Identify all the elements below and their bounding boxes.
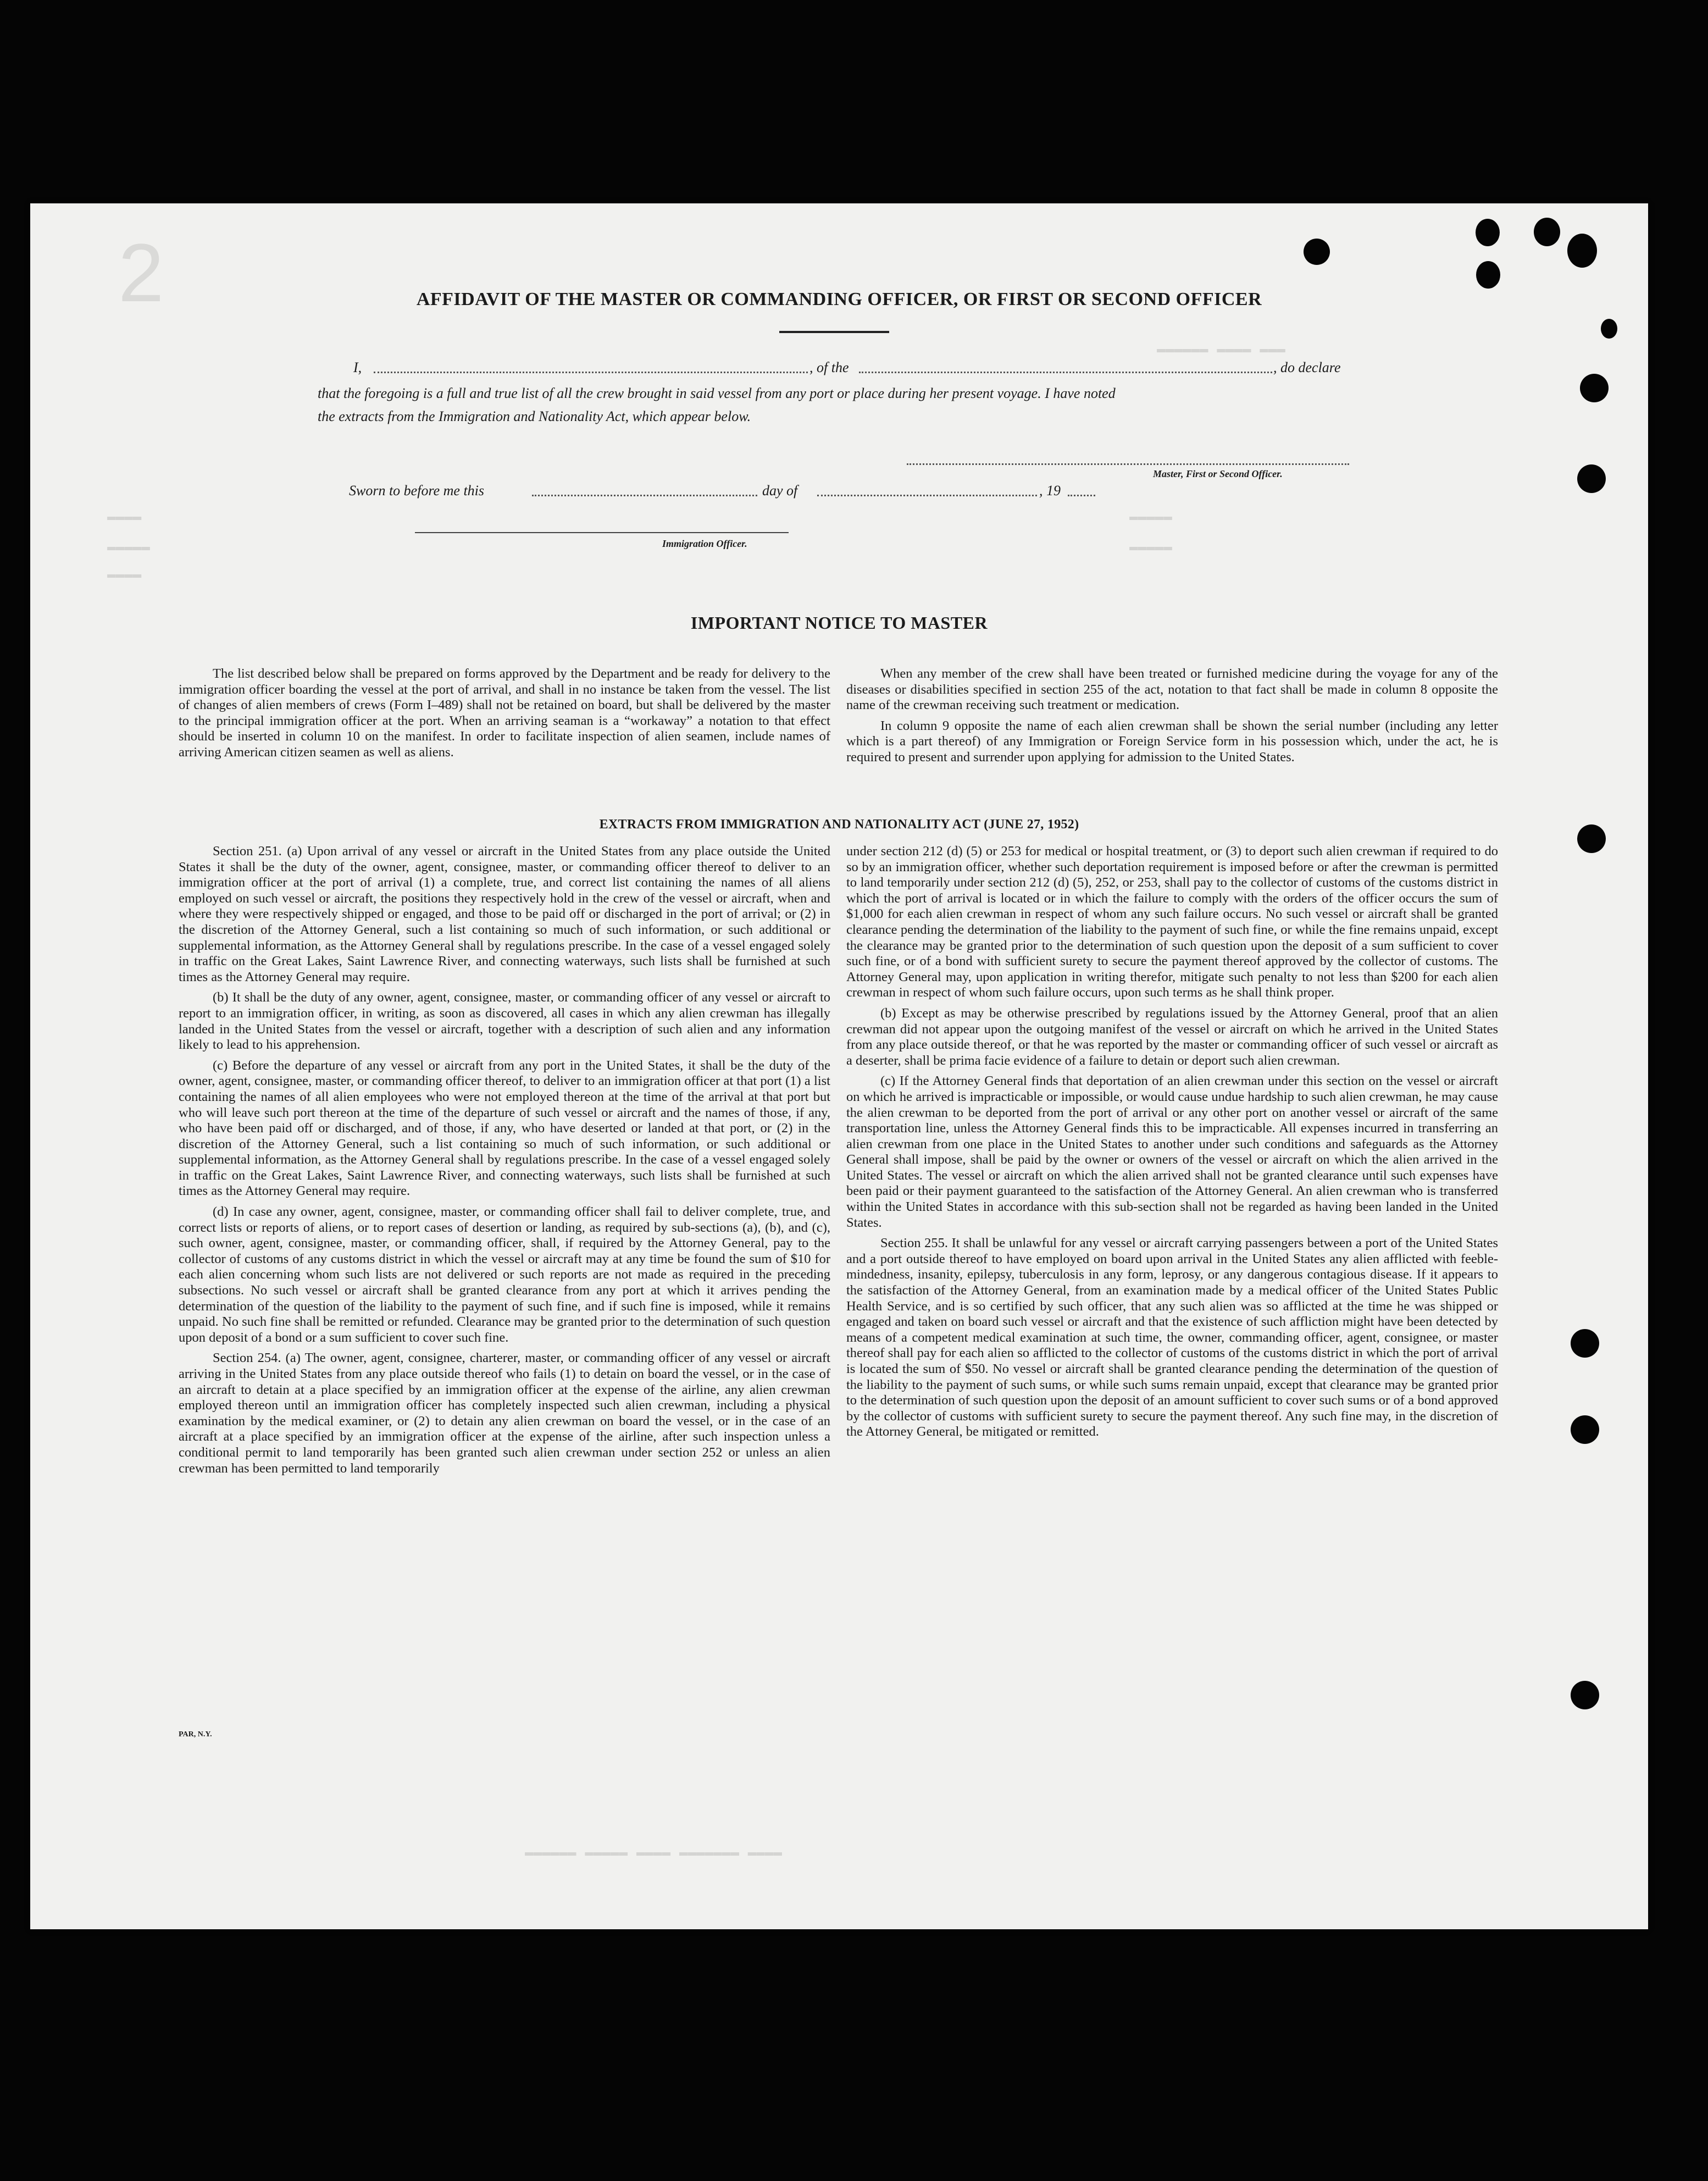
extracts-title: EXTRACTS FROM IMMIGRATION AND NATIONALITY ACT (JUNE 27, 1952)	[599, 817, 1079, 832]
bleed-through-mark: ▬▬▬▬	[107, 508, 142, 525]
notice-left-column	[179, 666, 830, 766]
punch-hole	[1571, 1681, 1599, 1709]
punch-hole	[1534, 218, 1560, 246]
printer-mark: PAR, N.Y.	[179, 1730, 212, 1739]
vessel-name-field[interactable]	[859, 372, 1272, 373]
punch-hole	[1571, 1415, 1599, 1444]
punch-hole	[1601, 319, 1617, 339]
year-label: , 19	[1039, 483, 1061, 499]
punch-hole	[1476, 219, 1500, 246]
title-rule	[779, 331, 889, 333]
immigration-officer-signature-field[interactable]	[415, 532, 789, 533]
master-caption: Master, First or Second Officer.	[1153, 468, 1283, 479]
punch-hole	[1567, 234, 1597, 268]
do-declare-label: , do declare	[1273, 359, 1341, 375]
form-page	[30, 203, 1648, 1929]
statement-line-2: the extracts from the Immigration and Nationality Act, which appear below.	[318, 408, 751, 424]
sworn-label: Sworn to before me this	[349, 483, 485, 499]
statement-line-1: that the foregoing is a full and true list of all the crew brought in said vessel from any port or place during her present voyage. I have noted	[318, 385, 1116, 401]
declarant-name-field[interactable]	[374, 372, 808, 373]
punch-hole	[1304, 239, 1330, 265]
notice-paragraph: The list described below shall be prepared on forms approved by the Department and be ready for delivery to the immigration officer boarding the vessel at the port of arrival, and shall in no instance be taken from the vessel. The list of changes of alien members of crews (Form I–489) shall not be retained on board, but shall be delivered by the master to the principal immigration officer at the port. When an arriving seaman is a “workaway” a notation to that effect should be inserted in column 10 on the manifest. In order to facilitate inspection of alien seamen, include names of arriving American citizen seamen as well as aliens.	[179, 666, 830, 760]
act-paragraph: (b) Except as may be otherwise prescribed by regulations issued by the Attorney General, proof that an alien crewman did not appear upon the outgoing manifest of the vessel or aircraft on which he arrived in the United States from any place outside thereof, or that he was reported by the master or commanding officer of such vessel or aircraft as a deserter, shall be prima facie evidence of a failure to detain or deport such alien crewman.	[846, 1005, 1498, 1068]
bleed-through-mark: ▬▬▬▬	[107, 566, 142, 583]
sworn-month-field[interactable]	[817, 495, 1037, 496]
notice-title: IMPORTANT NOTICE TO MASTER	[690, 613, 988, 633]
punch-hole	[1577, 824, 1606, 853]
notice-paragraph: In column 9 opposite the name of each alien crewman shall be shown the serial number (including any letter which is a part thereof) of any Immigration or Foreign Service form in his possession which, under the act, he is required to present and surrender upon applying for admission to the United States.	[846, 718, 1498, 765]
notice-paragraph: When any member of the crew shall have been treated or furnished medicine during the voyage for any of the diseases or disabilities specified in section 255 of the act, notation to that fact shall be made in column 8 opposite the name of the crewman receiving such treatment or medication.	[846, 666, 1498, 713]
punch-hole	[1476, 261, 1500, 289]
bleed-through-mark: 2	[118, 226, 164, 319]
act-paragraph: (d) In case any owner, agent, consignee, master, or commanding officer shall fail to deliver complete, true, and correct lists or reports of aliens, or to report cases of desertion or landing, as required by sub-sections (a), (b), and (c), such owner, agent, consignee, master, or commanding officer, shall, if required by the Attorney General, pay to the collector of customs of any customs district in which the vessel or aircraft may at any time be found the sum of $10 for each alien concerning whom such lists are not delivered or such reports are not made as required in the preceding subsections. No such vessel or aircraft shall be granted clearance from any port at which it arrives pending the determination of the question of the liability to the payment of such fine, and if such fine is imposed, while it remains unpaid. No such fine shall be remitted or refunded. Clearance may be granted prior to the determination of such question upon deposit of a bond or a sum sufficient to cover such fine.	[179, 1204, 830, 1345]
sworn-day-field[interactable]	[532, 495, 757, 496]
punch-hole	[1580, 374, 1609, 402]
bleed-through-mark: ▬▬▬▬▬▬ ▬▬▬▬▬ ▬▬▬▬ ▬▬▬▬▬▬▬ ▬▬▬▬	[525, 1844, 783, 1861]
bleed-through-mark: ▬▬▬▬▬	[107, 539, 151, 555]
master-signature-field[interactable]	[907, 463, 1349, 465]
act-paragraph: (c) If the Attorney General finds that deportation of an alien crewman under this section on the vessel or aircraft on which he arrived is impracticable or impossible, or would cause undue hardship to such alien crewman, he may cause the alien crewman to be deported from the port of arrival or any other port on another vessel or aircraft of the same transportation line, unless the Attorney General finds this to be impracticable. All expenses incurred in transferring an alien crewman from one place in the United States to another under such conditions and safeguards as the Attorney General shall impose, shall be paid by the owner or owners of the vessel or aircraft on which the alien arrived in the United States. The vessel or aircraft on which the alien arrived shall not be granted clearance until such expenses have been paid or their payment guaranteed to the satisfaction of the Attorney General. An alien crewman who is transferred within the United States in accordance with this sub-section shall not be regarded as having been landed in the United States.	[846, 1073, 1498, 1230]
act-paragraph: (c) Before the departure of any vessel or aircraft from any port in the United States, it shall be the duty of the owner, agent, consignee, master, or commanding officer thereof, to deliver to an immigration officer at that port (1) a list containing the names of all alien employees who were not employed thereon at the time of the arrival at that port but who will leave such port thereon at the time of the departure of such vessel or aircraft and the names of those, if any, who have been paid off or discharged, and of those, if any, who have deserted or landed at that port, or (2) in the discretion of the Attorney General, such a list containing so much of such information, or such additional or supplemental information, as the Attorney General shall by regulations prescribe. In the case of a vessel engaged solely in traffic on the Great Lakes, Saint Lawrence River, and connecting waterways, such lists shall be furnished at such times as the Attorney General may require.	[179, 1058, 830, 1199]
extracts-left-column	[179, 844, 830, 1481]
i-label: I,	[353, 359, 362, 375]
punch-hole	[1577, 464, 1606, 493]
bleed-through-mark: ▬▬▬▬▬	[1129, 539, 1173, 555]
bleed-through-mark: ▬▬▬▬▬	[1129, 508, 1173, 525]
act-paragraph: Section 255. It shall be unlawful for any vessel or aircraft carrying passengers between a port of the United States and a port outside thereof to have employed on board upon arrival in the United States any alien afflicted with feeble-mindedness, insanity, epilepsy, tuberculosis in any form, leprosy, or any dangerous contagious disease. If it appears to the satisfaction of the Attorney General, from an examination made by a medical officer of the United States Public Health Service, and is so certified by such officer, that any such alien was so afflicted at the time he was shipped or engaged and taken on board such vessel or aircraft and that the existence of such affliction might have been detected by means of a competent medical examination at such time, the owner, commanding officer, agent, consignee, or master thereof shall pay for each alien so afflicted to the collector of customs of the customs district in which the port of arrival is located the sum of $50. No vessel or aircraft shall be granted clearance pending the determination of the question of the liability to the payment of such sums, or while such sums remain unpaid, except that clearance may be granted prior to the determination of such question upon the deposit of an amount sufficient to cover such sums or of a bond approved by the collector of customs with sufficient surety to secure the payment thereof. Any such fine may, in the discretion of the Attorney General, be mitigated or remitted.	[846, 1236, 1498, 1440]
affidavit-title: AFFIDAVIT OF THE MASTER OR COMMANDING OFFICER, OR FIRST OR SECOND OFFICER	[416, 289, 1262, 309]
extracts-right-column	[846, 844, 1498, 1445]
bleed-through-mark: ▬▬▬▬▬▬ ▬▬▬▬ ▬▬▬	[1157, 341, 1286, 357]
act-paragraph: (b) It shall be the duty of any owner, agent, consignee, master, or commanding officer of any vessel or aircraft to report to an immigration officer, in writing, as soon as discovered, all cases in which any alien crewman has illegally landed in the United States from the vessel or aircraft, together with a description of such alien and any information likely to lead to his apprehension.	[179, 990, 830, 1053]
of-the-label: , of the	[809, 359, 849, 375]
day-of-label: day of	[762, 483, 798, 499]
act-paragraph: Section 251. (a) Upon arrival of any vessel or aircraft in the United States from any place outside the United States it shall be the duty of the owner, agent, consignee, master, or commanding officer thereof to deliver to an immigration officer at the port of arrival (1) a complete, true, and correct list containing the names of all aliens employed on such vessel or aircraft, the positions they respectively hold in the crew of the vessel or aircraft, when and where they were respectively shipped or engaged, and those to be paid off or discharged in the port of arrival; or (2) in the discretion of the Attorney General, such a list containing so much of such information, or such additional or supplemental information, as the Attorney General shall by regulations prescribe. In the case of a vessel engaged solely in traffic on the Great Lakes, Saint Lawrence River, and connecting waterways, such lists shall be furnished at such times as the Attorney General may require.	[179, 844, 830, 984]
notice-right-column	[846, 666, 1498, 771]
officer-caption: Immigration Officer.	[662, 538, 747, 549]
sworn-year-field[interactable]	[1068, 495, 1095, 496]
act-paragraph: Section 254. (a) The owner, agent, consignee, charterer, master, or commanding officer of any vessel or aircraft arriving in the United States from any place outside thereof who fails (1) to detain on board the vessel, or in the case of an aircraft to detain at a place specified by an immigration officer at the expense of the airline, any alien crewman employed thereon until an immigration officer has completely inspected such alien crewman, including a physical examination by the medical examiner, or (2) to detain any alien crewman on board the vessel, or in the case of an aircraft at a place specified by an immigration officer at the expense of the airline, after such inspection unless a conditional permit to land temporarily has been granted such alien crewman under section 252 or unless an alien crewman has been permitted to land temporarily	[179, 1350, 830, 1476]
punch-hole	[1571, 1329, 1599, 1358]
act-paragraph: under section 212 (d) (5) or 253 for medical or hospital treatment, or (3) to deport such alien crewman if required to do so by an immigration officer, whether such deportation requirement is imposed before or after the crewman is permitted to land temporarily under section 212 (d) (5), 252, or 253, shall pay to the collector of customs of the customs district in which the port of arrival is located or in which the failure to comply with the orders of the officer occurs the sum of $1,000 for each alien crewman in respect of whom any such failure occurs. No such vessel or aircraft shall be granted clearance pending the determination of the liability to the payment of such fine, or while the fine remains unpaid, except the clearance may be granted prior to the determination of such question upon the deposit of a sum sufficient to cover such fine, or of a bond with sufficient surety to secure the payment thereof approved by the collector of customs. The Attorney General may, upon application in writing therefor, mitigate such penalty to not less than $200 for each alien crewman in respect of whom such failure occurs, upon such terms as he shall think proper.	[846, 844, 1498, 1000]
